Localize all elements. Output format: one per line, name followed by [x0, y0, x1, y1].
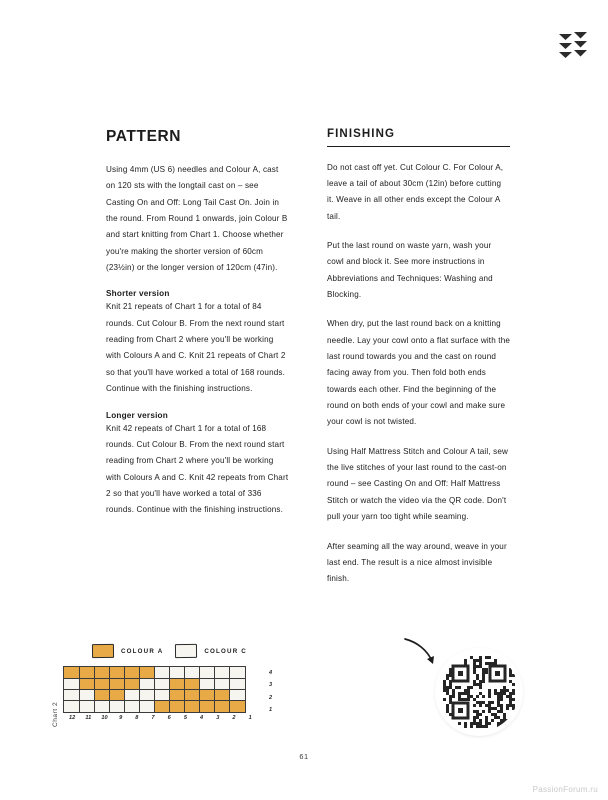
chart-row-label: 2	[269, 694, 273, 701]
qr-code-circle[interactable]	[437, 650, 521, 734]
finishing-column	[327, 128, 510, 601]
chart-column-label: 2	[232, 715, 236, 722]
shorter-version-heading: Shorter version	[106, 289, 170, 299]
chart-column-label: 10	[101, 715, 108, 722]
page-title: PATTERN	[106, 128, 182, 145]
pattern-column	[106, 128, 289, 601]
legend-item	[175, 644, 247, 658]
chart-cell-a	[214, 700, 230, 712]
legend-label: COLOUR A	[121, 647, 164, 655]
title-spacer	[106, 151, 289, 162]
chart-column-label: 12	[68, 715, 76, 722]
chart-cell-c	[63, 700, 79, 712]
finishing-paragraph-3: When dry, put the last round back on a knitting needle. Lay your cowl onto a flat surface with the last round towards you and the cast on round facing away from you. Then fold both ends towards each other. Find the beginning of the round on both ends of your cowl and make sure your cowl is not twisted.	[327, 319, 511, 427]
chart-column-label: 5	[183, 715, 187, 722]
longer-version-text: Knit 42 repeats of Chart 1 for a total of 168 rounds. Cut Colour B. From the next round start reading from Chart 2 where you'll be working with Colours A and C. Knit 42 repeats from Chart 2 so that you'll have worked a total of 336 rounds. Continue with the finishing instructions.	[106, 423, 289, 515]
chart-title-vertical: Chart 2	[52, 701, 59, 727]
chart-cell-c	[109, 700, 125, 712]
chart-column-label: 8	[135, 715, 139, 722]
finishing-paragraph-5: After seaming all the way around, weave in your last end. The result is a nice almost invisible finish.	[327, 541, 507, 584]
legend-label: COLOUR C	[204, 647, 247, 655]
shorter-version-text: Knit 21 repeats of Chart 1 for a total of 84 rounds. Cut Colour B. From the next round start reading from Chart 2 where you'll be working with Colours A and C. Knit 21 repeats of Chart 2 so that you'll have worked a total of 168 rounds. Continue with the finishing instructions.	[106, 302, 286, 394]
chart-column-label: 4	[200, 715, 204, 722]
page-number: 61	[299, 752, 309, 761]
chart-cell-a	[199, 700, 215, 712]
chart-row	[64, 678, 258, 689]
pattern-intro-paragraph: Using 4mm (US 6) needles and Colour A, cast on 120 sts with the longtail cast on – see Casting On and Off: Long Tail Cast On. Join in the round. From Round 1 onwards, join Colour B and start knitting from Chart 1. Choose whether you're making the shorter version of 60cm (23½in) or the longer version of 120cm (47in).	[106, 165, 288, 273]
chart-cell-c	[124, 700, 140, 712]
chart-rows-host	[64, 667, 258, 712]
chart-column-label: 6	[167, 715, 171, 722]
finishing-paragraph-2: Put the last round on waste yarn, wash your cowl and block it. See more instructions in Abbreviations and Techniques: Washing and Blocking.	[327, 241, 493, 300]
legend-swatch	[92, 644, 114, 658]
qr-block	[437, 650, 521, 734]
chart-cell-a	[154, 700, 170, 712]
chart-row-labels	[264, 667, 272, 717]
chart-column-label: 3	[216, 715, 220, 722]
legend-swatch	[175, 644, 197, 658]
qr-code-svg	[437, 650, 521, 734]
chart-row-label: 1	[269, 707, 273, 714]
three-wave-chevron-logo	[556, 28, 590, 62]
chart-cell-a	[184, 700, 200, 712]
finishing-paragraph-1: Do not cast off yet. Cut Colour C. For Colour A, leave a tail of about 30cm (12in) before cutting it. Weave in all other ends except the Colour A tail.	[327, 162, 504, 221]
watermark: PassionForum.ru	[532, 785, 598, 794]
logo-svg	[556, 28, 590, 62]
chart-column-label: 1	[248, 715, 252, 722]
chart-row	[64, 690, 258, 701]
chart-cell-a	[229, 700, 245, 712]
chart-column-label: 7	[151, 715, 155, 722]
chart-grid	[64, 667, 273, 714]
chart-2-block	[52, 644, 317, 727]
chart-column-label: 9	[119, 715, 123, 722]
finishing-paragraph-4: Using Half Mattress Stitch and Colour A tail, sew the live stitches of your last round to the cast-on round – see Casting On and Off: Half Mattress Stitch or watch the video via the QR code. Don't pull your yarn too tight while seaming.	[327, 446, 509, 522]
page-content	[106, 128, 510, 601]
longer-version-heading: Longer version	[106, 410, 168, 420]
chart-row-label: 3	[269, 682, 273, 689]
chart-legend	[92, 644, 317, 658]
chart-row-label: 4	[269, 670, 273, 676]
finishing-title: FINISHING	[327, 128, 510, 147]
legend-item	[92, 644, 163, 658]
curved-arrow-icon	[403, 636, 443, 670]
chart-column-labels	[64, 715, 258, 721]
chart-cell-c	[139, 700, 155, 712]
chart-row	[64, 701, 258, 712]
chart-wrapper	[52, 667, 317, 727]
chart-row	[64, 667, 258, 678]
chart-column-label: 11	[85, 715, 92, 722]
chart-cell-a	[169, 700, 185, 712]
chart-cell-c	[79, 700, 95, 712]
chart-cell-c	[94, 700, 110, 712]
